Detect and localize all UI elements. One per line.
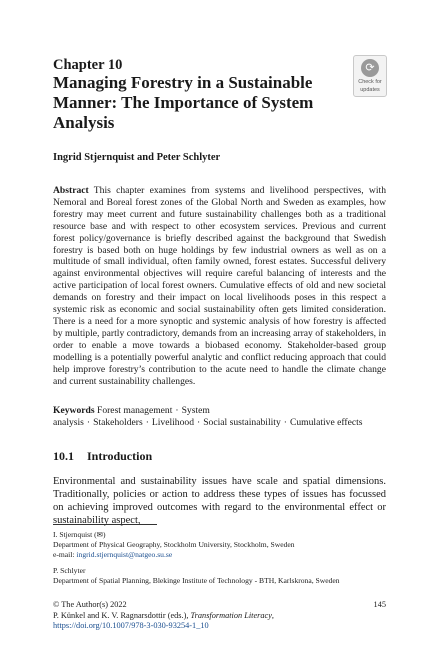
keywords-heading: Keywords [53, 405, 95, 416]
author1-email-line [53, 550, 398, 560]
keyword: Livelihood [151, 417, 194, 428]
keyword-separator: · [86, 417, 91, 428]
keyword-separator: · [197, 417, 201, 428]
introduction-text: Environmental and sustainability issues have scale and spatial dimensions. Traditionally, policies or action to address these types of issues has focussed on achieving improved outcomes with regard to the environmental effect or sustainability aspect, [53, 476, 386, 526]
badge-label-line2: updates [360, 87, 380, 93]
keyword: Forest management [96, 405, 173, 416]
badge-label-line1: Check for [358, 79, 382, 85]
section-title: Introduction [87, 449, 153, 463]
section-heading [53, 449, 152, 464]
author-footnotes [53, 530, 398, 586]
copyright: © The Author(s) 2022 [53, 600, 127, 609]
chapter-authors: Ingrid Stjernquist and Peter Schlyter [53, 152, 221, 163]
author1-affiliation: Department of Physical Geography, Stockholm University, Stockholm, Sweden [53, 540, 295, 549]
email-label: e-mail: [53, 550, 75, 559]
keyword-separator: · [175, 405, 179, 416]
check-for-updates-icon: ⟳ [361, 59, 379, 77]
page-footer [53, 600, 386, 632]
page-number: 145 [373, 600, 386, 609]
doi-link[interactable]: https://doi.org/10.1007/978-3-030-93254-1_10 [53, 621, 209, 630]
keyword-separator: · [145, 417, 149, 428]
abstract [53, 185, 386, 387]
footnote-divider [53, 524, 157, 525]
chapter-label: Chapter 10 [53, 57, 123, 73]
author2-name: P. Schlyter [53, 566, 86, 575]
abstract-text: This chapter examines from systems and livelihood perspectives, with Nemoral and Boreal forest zones of the Global North and Sweden as examples, how forestry may meet current and future sustainability challenges both as a traditional resource base and with respect to other ecosystem services. Previous and current forest policy/governance is briefly described against the background that Swedish forestry is based both on huge holdings by few industrial owners as well as on a multitude of small individual, often family owned, forest estates. Successful delivery against environmental objectives will require careful balancing of interests and the active participation of local forest owners. Cumulative effects of old and new societal demands on forestry and their impact on local livelihoods poses in this respect a systemic risk as economic and social sustainability often gets limited consideration. There is a need for a more synoptic and systemic analysis of how forestry is affected by multiple, partly contradictory, demands from an increasing array of stakeholders, in order to enable a move towards a biobased economy. Stakeholder-based group modelling is a potentially powerful analytic and conflict reducing approach that could help improve forestry’s contribution to the acute need to handle the climate change and current sustainability challenges. [53, 185, 386, 387]
keyword: Social sustainability [203, 417, 281, 428]
keyword: System analysis [53, 405, 210, 428]
section-number: 10.1 [53, 449, 74, 463]
check-for-updates-badge[interactable] [353, 55, 387, 97]
editors: P. Künkel and K. V. Ragnarsdottir (eds.), [53, 610, 189, 620]
chapter-title: Managing Forestry in a Sustainable Manner: The Importance of System Analysis [53, 73, 314, 132]
abstract-heading: Abstract [53, 185, 89, 196]
author1-email-link[interactable]: ingrid.stjernquist@natgeo.su.se [76, 550, 173, 559]
author2-affiliation: Department of Spatial Planning, Blekinge Institute of Technology - BTH, Karlskrona, Sweden [53, 576, 340, 585]
book-title: Transformation Literacy [190, 610, 272, 620]
keywords [53, 405, 386, 429]
citation: P. Künkel and K. V. Ragnarsdottir (eds.), Transformation Literacy, [53, 610, 274, 620]
keyword-separator: · [283, 417, 287, 428]
author1-name: I. Stjernquist (✉) [53, 530, 106, 539]
keyword: Cumulative effects [289, 417, 363, 428]
keyword: Stakeholders [93, 417, 143, 428]
